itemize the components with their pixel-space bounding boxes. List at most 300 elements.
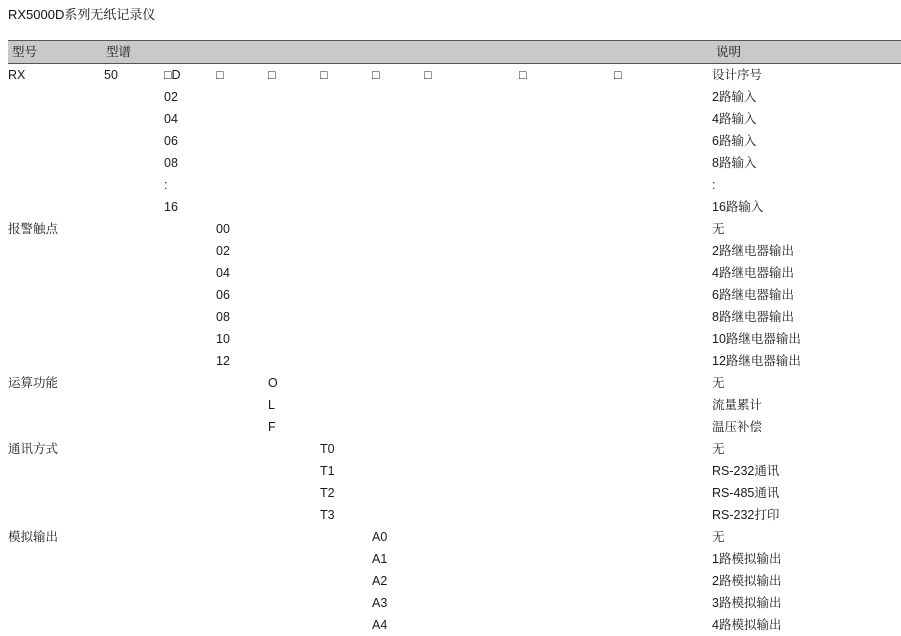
table-cell: : <box>164 178 168 192</box>
table-cell <box>268 592 320 614</box>
table-cell <box>104 394 164 416</box>
column-header-field-2 <box>164 41 216 64</box>
table-cell <box>372 350 424 372</box>
table-cell <box>424 614 519 636</box>
table-row <box>8 570 901 592</box>
table-cell <box>104 130 164 152</box>
table-cell: : <box>712 178 716 192</box>
table-cell <box>320 240 372 262</box>
table-cell <box>268 108 320 130</box>
table-cell <box>268 86 320 108</box>
table-cell: □ <box>268 68 276 82</box>
table-cell <box>519 262 614 284</box>
table-cell <box>104 240 164 262</box>
table-cell: 08 <box>164 156 178 170</box>
table-cell <box>424 196 519 218</box>
table-cell: 通讯方式 <box>8 442 59 456</box>
table-cell <box>372 460 424 482</box>
table-row <box>8 262 901 284</box>
table-cell: □ <box>372 68 380 82</box>
table-cell <box>519 438 614 460</box>
table-header-row <box>8 41 901 64</box>
table-row <box>8 592 901 614</box>
table-row <box>8 438 901 460</box>
table-cell <box>519 86 614 108</box>
table-cell <box>614 152 712 174</box>
table-cell <box>216 372 268 394</box>
table-cell <box>614 526 712 548</box>
table-cell <box>216 460 268 482</box>
table-cell <box>320 218 372 240</box>
table-cell <box>614 86 712 108</box>
table-cell <box>424 306 519 328</box>
table-cell <box>104 174 164 196</box>
table-cell <box>372 262 424 284</box>
table-cell <box>372 108 424 130</box>
table-cell <box>320 350 372 372</box>
table-cell <box>104 218 164 240</box>
table-cell <box>164 438 216 460</box>
table-cell <box>614 328 712 350</box>
table-cell <box>320 196 372 218</box>
table-cell <box>519 526 614 548</box>
column-header-field-7 <box>424 41 519 64</box>
table-cell <box>519 350 614 372</box>
table-cell <box>320 130 372 152</box>
table-cell <box>320 570 372 592</box>
table-cell <box>104 570 164 592</box>
table-cell <box>104 350 164 372</box>
table-row <box>8 460 901 482</box>
table-cell <box>320 328 372 350</box>
table-row <box>8 416 901 438</box>
table-cell <box>164 570 216 592</box>
table-cell <box>372 130 424 152</box>
table-cell: A4 <box>372 618 388 632</box>
table-cell: □ <box>424 68 432 82</box>
table-cell <box>519 328 614 350</box>
table-cell <box>104 482 164 504</box>
table-cell <box>268 328 320 350</box>
table-cell <box>519 460 614 482</box>
table-row <box>8 174 901 196</box>
table-cell <box>614 504 712 526</box>
table-cell <box>268 240 320 262</box>
table-cell <box>8 570 104 592</box>
table-cell <box>8 504 104 526</box>
table-cell: 4路模拟输出 <box>712 618 782 632</box>
table-cell <box>424 570 519 592</box>
table-cell: 2路模拟输出 <box>712 574 782 588</box>
table-cell <box>8 86 104 108</box>
table-cell <box>424 240 519 262</box>
table-cell <box>8 130 104 152</box>
table-cell <box>519 174 614 196</box>
table-cell: 4路继电器输出 <box>712 266 794 280</box>
table-cell <box>164 504 216 526</box>
table-cell <box>372 152 424 174</box>
table-cell <box>268 130 320 152</box>
table-cell <box>8 108 104 130</box>
table-row <box>8 328 901 350</box>
table-cell <box>216 416 268 438</box>
table-cell <box>519 130 614 152</box>
table-row <box>8 130 901 152</box>
table-cell <box>8 152 104 174</box>
table-cell: L <box>268 398 275 412</box>
table-cell <box>372 416 424 438</box>
table-cell: RS-232打印 <box>712 508 780 522</box>
table-row <box>8 526 901 548</box>
table-cell <box>519 240 614 262</box>
table-cell <box>424 152 519 174</box>
table-cell <box>268 460 320 482</box>
table-cell <box>424 108 519 130</box>
table-cell <box>164 350 216 372</box>
table-cell <box>614 460 712 482</box>
table-cell: 无 <box>712 376 725 390</box>
table-cell <box>104 438 164 460</box>
table-cell <box>8 240 104 262</box>
table-cell <box>372 174 424 196</box>
table-cell <box>320 394 372 416</box>
table-cell <box>424 174 519 196</box>
table-cell <box>519 372 614 394</box>
table-header <box>8 41 901 64</box>
table-cell <box>614 262 712 284</box>
table-cell <box>614 570 712 592</box>
table-cell <box>164 548 216 570</box>
table-cell <box>424 284 519 306</box>
table-cell <box>164 460 216 482</box>
table-cell <box>372 482 424 504</box>
table-cell: 设计序号 <box>712 68 763 82</box>
table-cell <box>614 218 712 240</box>
table-row <box>8 284 901 306</box>
table-cell <box>519 108 614 130</box>
table-cell <box>216 548 268 570</box>
table-cell <box>164 592 216 614</box>
column-header-field-8 <box>519 41 614 64</box>
table-cell <box>372 196 424 218</box>
table-cell: T2 <box>320 486 335 500</box>
table-cell <box>519 482 614 504</box>
table-cell: 4路输入 <box>712 112 757 126</box>
table-row <box>8 548 901 570</box>
table-cell <box>519 416 614 438</box>
table-cell <box>216 86 268 108</box>
table-cell <box>164 306 216 328</box>
table-cell <box>8 416 104 438</box>
table-row <box>8 372 901 394</box>
table-cell <box>614 174 712 196</box>
table-cell <box>164 482 216 504</box>
table-body <box>8 64 901 636</box>
table-cell <box>164 328 216 350</box>
table-cell <box>424 130 519 152</box>
table-cell <box>8 196 104 218</box>
column-header-field-5 <box>320 41 372 64</box>
table-cell <box>164 262 216 284</box>
table-cell <box>519 306 614 328</box>
column-header-model: 型号 <box>8 41 104 64</box>
table-cell <box>216 504 268 526</box>
table-cell <box>104 262 164 284</box>
table-cell <box>164 416 216 438</box>
table-cell: 无 <box>712 442 725 456</box>
table-cell <box>614 548 712 570</box>
table-cell <box>424 592 519 614</box>
table-cell <box>372 504 424 526</box>
table-cell: 报警触点 <box>8 222 59 236</box>
table-cell <box>164 284 216 306</box>
table-row <box>8 350 901 372</box>
table-cell <box>372 438 424 460</box>
table-cell: 8路继电器输出 <box>712 310 794 324</box>
table-cell <box>268 284 320 306</box>
table-cell <box>320 284 372 306</box>
table-cell <box>268 438 320 460</box>
table-cell <box>519 196 614 218</box>
table-cell: 模拟输出 <box>8 530 59 544</box>
table-cell <box>614 372 712 394</box>
table-cell <box>424 262 519 284</box>
table-cell: 2路输入 <box>712 90 757 104</box>
table-cell <box>320 614 372 636</box>
table-cell: 04 <box>164 112 178 126</box>
table-cell: □D <box>164 68 181 82</box>
table-cell <box>104 152 164 174</box>
table-cell <box>519 570 614 592</box>
table-cell: RS-485通讯 <box>712 486 780 500</box>
table-cell <box>519 548 614 570</box>
table-cell <box>268 196 320 218</box>
table-cell <box>268 548 320 570</box>
table-cell <box>519 152 614 174</box>
table-cell: 6路继电器输出 <box>712 288 794 302</box>
table-cell: 16路输入 <box>712 200 764 214</box>
table-cell: O <box>268 376 278 390</box>
table-cell: 50 <box>104 68 118 82</box>
table-cell <box>104 284 164 306</box>
table-cell <box>614 394 712 416</box>
table-row <box>8 64 901 87</box>
table-cell: □ <box>320 68 328 82</box>
table-cell <box>320 174 372 196</box>
table-cell: 00 <box>216 222 230 236</box>
table-cell <box>424 416 519 438</box>
table-cell: RX <box>8 68 26 82</box>
table-cell: A2 <box>372 574 388 588</box>
table-cell <box>8 284 104 306</box>
table-cell <box>164 240 216 262</box>
page-title: RX5000D系列无纸记录仪 <box>8 7 156 22</box>
column-header-description: 说明 <box>712 41 901 64</box>
table-cell: 无 <box>712 530 725 544</box>
table-row <box>8 86 901 108</box>
table-cell <box>614 592 712 614</box>
table-cell <box>320 548 372 570</box>
table-cell <box>372 218 424 240</box>
table-cell <box>268 570 320 592</box>
table-cell <box>164 394 216 416</box>
table-cell <box>519 284 614 306</box>
table-cell <box>519 504 614 526</box>
table-cell <box>216 592 268 614</box>
table-cell <box>268 614 320 636</box>
table-cell <box>614 614 712 636</box>
table-cell <box>614 416 712 438</box>
table-cell <box>8 350 104 372</box>
table-cell <box>519 592 614 614</box>
table-cell <box>372 284 424 306</box>
table-row <box>8 306 901 328</box>
table-cell: 08 <box>216 310 230 324</box>
table-cell: 10路继电器输出 <box>712 332 801 346</box>
table-cell <box>424 438 519 460</box>
table-cell <box>320 416 372 438</box>
table-cell <box>614 482 712 504</box>
table-cell <box>372 372 424 394</box>
table-cell <box>320 526 372 548</box>
table-cell <box>216 482 268 504</box>
table-cell <box>424 482 519 504</box>
table-cell <box>424 328 519 350</box>
table-cell <box>216 526 268 548</box>
table-cell: □ <box>216 68 224 82</box>
table-cell: A3 <box>372 596 388 610</box>
table-cell <box>104 504 164 526</box>
table-cell <box>268 526 320 548</box>
table-cell <box>614 438 712 460</box>
table-cell: 12路继电器输出 <box>712 354 801 368</box>
table-cell <box>104 460 164 482</box>
table-cell <box>8 548 104 570</box>
table-cell <box>320 262 372 284</box>
table-cell <box>164 218 216 240</box>
table-row <box>8 482 901 504</box>
table-cell <box>268 262 320 284</box>
table-cell <box>320 86 372 108</box>
table-cell <box>104 592 164 614</box>
column-header-field-9 <box>614 41 712 64</box>
table-cell <box>268 218 320 240</box>
table-cell <box>268 482 320 504</box>
table-cell <box>104 108 164 130</box>
table-cell <box>320 152 372 174</box>
table-cell <box>424 86 519 108</box>
table-cell: 无 <box>712 222 725 236</box>
table-cell <box>372 86 424 108</box>
table-cell <box>8 262 104 284</box>
table-cell <box>104 328 164 350</box>
table-cell: 3路模拟输出 <box>712 596 782 610</box>
table-cell: □ <box>519 68 527 82</box>
table-cell <box>424 394 519 416</box>
table-cell <box>164 614 216 636</box>
table-cell: 10 <box>216 332 230 346</box>
table-row <box>8 152 901 174</box>
table-cell <box>424 548 519 570</box>
table-cell <box>614 240 712 262</box>
table-cell <box>104 196 164 218</box>
table-cell <box>320 372 372 394</box>
table-cell: 04 <box>216 266 230 280</box>
table-cell <box>320 306 372 328</box>
table-cell <box>320 592 372 614</box>
table-cell: RS-232通讯 <box>712 464 780 478</box>
table-cell <box>216 130 268 152</box>
table-cell <box>519 394 614 416</box>
table-cell: 02 <box>216 244 230 258</box>
table-cell <box>216 196 268 218</box>
table-cell <box>104 548 164 570</box>
table-cell: T3 <box>320 508 335 522</box>
table-cell <box>8 328 104 350</box>
table-cell <box>424 372 519 394</box>
table-cell <box>268 174 320 196</box>
table-cell <box>614 196 712 218</box>
table-cell <box>320 108 372 130</box>
table-cell <box>8 482 104 504</box>
table-cell <box>216 438 268 460</box>
table-cell: 6路输入 <box>712 134 757 148</box>
table-cell: 02 <box>164 90 178 104</box>
table-cell: 流量累计 <box>712 398 763 412</box>
column-header-field-6 <box>372 41 424 64</box>
table-cell: 12 <box>216 354 230 368</box>
table-cell: T0 <box>320 442 335 456</box>
table-cell <box>372 328 424 350</box>
table-cell <box>424 526 519 548</box>
table-cell <box>216 614 268 636</box>
table-cell <box>614 350 712 372</box>
table-cell <box>8 592 104 614</box>
table-cell <box>216 152 268 174</box>
table-row <box>8 108 901 130</box>
table-cell <box>372 394 424 416</box>
table-cell: 16 <box>164 200 178 214</box>
table-cell <box>104 526 164 548</box>
table-cell <box>8 306 104 328</box>
table-cell <box>104 416 164 438</box>
table-cell <box>268 306 320 328</box>
table-cell <box>164 526 216 548</box>
table-cell: T1 <box>320 464 335 478</box>
table-cell <box>268 152 320 174</box>
model-spec-table <box>8 40 901 636</box>
table-cell: 06 <box>216 288 230 302</box>
table-cell <box>104 306 164 328</box>
table-cell <box>8 460 104 482</box>
table-cell <box>216 108 268 130</box>
table-cell <box>216 394 268 416</box>
table-cell <box>216 174 268 196</box>
table-row <box>8 218 901 240</box>
table-cell: A0 <box>372 530 388 544</box>
table-row <box>8 240 901 262</box>
table-cell <box>104 372 164 394</box>
table-cell: 运算功能 <box>8 376 59 390</box>
column-header-spectrum: 型谱 <box>104 41 164 64</box>
column-header-field-3 <box>216 41 268 64</box>
table-cell <box>614 306 712 328</box>
table-cell: A1 <box>372 552 388 566</box>
table-cell <box>614 284 712 306</box>
table-cell <box>8 174 104 196</box>
table-cell: 1路模拟输出 <box>712 552 782 566</box>
table-row <box>8 394 901 416</box>
